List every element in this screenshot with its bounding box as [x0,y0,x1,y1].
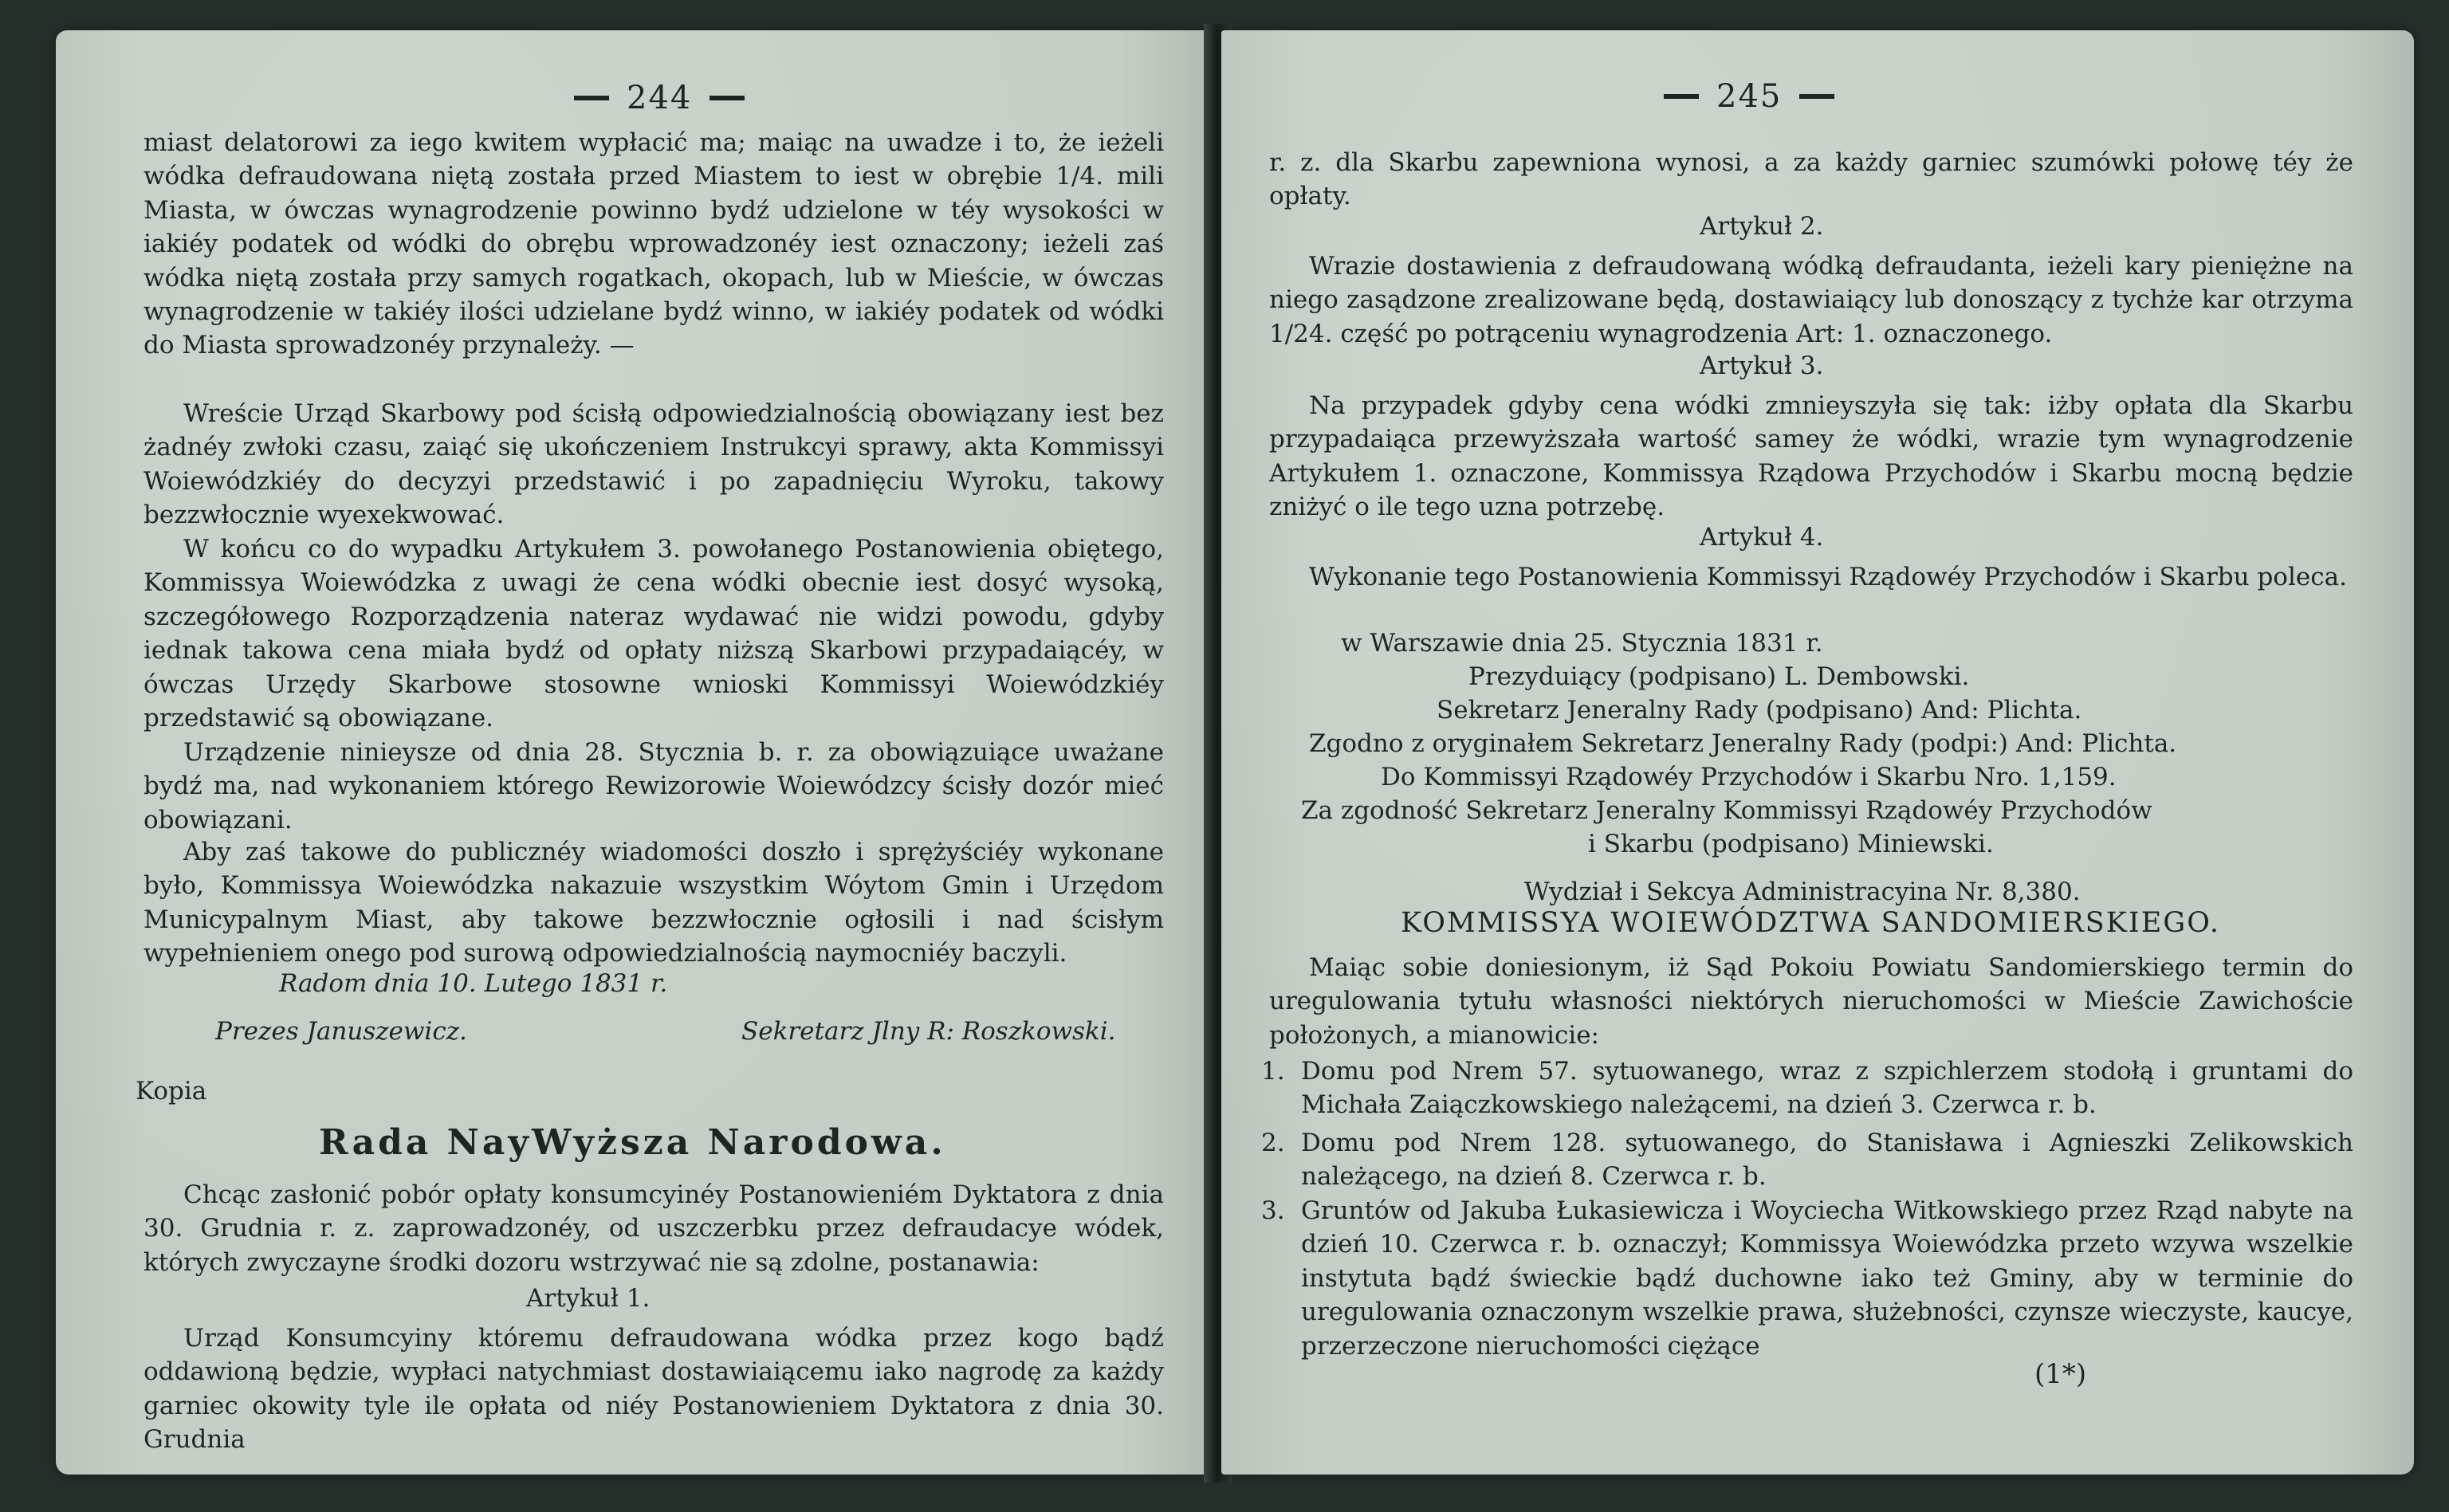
za-zgodnosc-line-2: i Skarbu (podpisano) Miniewski. [1588,830,1994,858]
list-text: Domu pod Nrem 128. sytuowanego, do Stanisława i Agnieszki Zelikowskich należącego, na dzień 8. Czerwca r. b. [1301,1129,2353,1192]
president-line: Prezyduiący (podpisano) L. Dembowski. [1468,662,1970,691]
dash-left [1664,94,1699,99]
secretary-line: Sekretarz Jeneralny Rady (podpisano) And: Plichta. [1437,696,2082,725]
list-number: 2. [1261,1129,1285,1157]
article-1-text: Urząd Konsumcyiny któremu defraudowana wódka przez kogo bądź oddawioną będzie, wypłaci natychmiast dostawiaiącemu iako nagrodę za każdy garniec okowity tyle ile opłata od niéy Postanowieniem Dyktatora z dnia 30. Grudnia [143,1324,1164,1455]
dash-right [710,96,745,100]
article-3-text: Na przypadek gdyby cena wódki zmnieyszyła się tak: iżby opłata dla Skarbu przypadaiąca przewyższała wartość samey że wódki, wrazie tym wynagrodzenie Artykułem 1. oznaczone, Kommissya Rządowa Przychodów i Skarbu mocną będzie zniżyć o ile tego uzna potrzebę. [1269,391,2353,522]
article-4-heading: Artykuł 4. [1700,523,1824,552]
kommissya-title: KOMMISSYA WOIEWÓDZTWA SANDOMIERSKIEGO. [1401,907,2221,939]
zgodno-line: Zgodno z oryginałem Sekretarz Jeneralny Rady (podpi:) And: Plichta. [1309,729,2177,758]
list-text: Domu pod Nrem 57. sytuowanego, wraz z szpichlerzem stodołą i gruntami do Michała Zaiączkowskiego należącemi, na dzień 3. Czerwca r. b. [1301,1057,2353,1120]
left-page [56,30,1212,1475]
top-text: r. z. dla Skarbu zapewniona wynosi, a za każdy garniec szumówki połowę téy że opłaty. [1269,148,2353,211]
paragraph-3: W końcu co do wypadku Artykułem 3. powołanego Postanowienia obiętego, Kommissya Woiewódzka z uwagi że cena wódki obecnie iest dosyć wysoką, szczegółowego Rozporządzenia nateraz wydawać nie widzi powodu, gdyby iednak takowa cena miała bydź od opłaty niższą Skarbowi przypadaiącéy, w ówczas Urzędy Skarbowe stosowne wnioski Kommissyi Woiewódzkiéy przedstawić są obowiązane. [143,535,1164,733]
article-2-heading: Artykuł 2. [1700,212,1824,241]
article-4-text: Wykonanie tego Postanowienia Kommissyi Rządowéy Przychodów i Skarbu poleca. [1309,563,2347,591]
date-line: w Warszawie dnia 25. Stycznia 1831 r. [1341,629,1823,658]
wydzial-line: Wydział i Sekcya Administracyina Nr. 8,380. [1524,878,2081,906]
intro-paragraph: Chcąc zasłonić pobór opłaty konsumcyinéy Postanowieniém Dyktatora z dnia 30. Grudnia r. z. zaprowadzonéy, od uszczerbku przez defraudacye wódek, których zwyczayne środki dozoru wstrzywać nie są zdolne, postanawia: [143,1180,1164,1277]
article-3-heading: Artykuł 3. [1700,351,1824,380]
do-kommissyi-line: Do Kommissyi Rządowéy Przychodów i Skarbu Nro. 1,159. [1381,763,2117,791]
paragraph-1: miast delatorowi za iego kwitem wypłacić ma; maiąc na uwadze i to, że ieżeli wódka defraudowana niętą została przed Miastem to iest w obrębie 1/4. mili Miasta, w ówczas wynagrodzenie powinno bydź udzielone w téy wysokości w iakiéy podatek od wódki do obrębu wprowadzonéy iest oznaczony; ieżeli zaś wódka niętą została przy samych rogatkach, okopach, lub w Mieście, w ówczas wynagrodzenie w takiéy ilości udzielane bydź winno, w iakiéy podatek od wódki do Miasta sprowadzonéy przynależy. — [143,128,1164,360]
list-text: Gruntów od Jakuba Łukasiewicza i Woyciecha Witkowskiego przez Rząd nabyte na dzień 10. Czerwca r. b. oznaczył; Kommissya Woiewódzka przeto wzywa wszelkie instytuta bądź świeckie bądź duchowne iako też Gminy, aby w terminie do uregulowania oznaczonym wszelkie prawa, służebności, czynsze wieczyste, kaucye, przerzeczone nieruchomości ciężące [1301,1196,2353,1361]
page-number-left [574,80,745,116]
signature-president: Prezes Januszewicz. [215,1017,467,1046]
list-number: 3. [1261,1196,1285,1225]
maiac-paragraph: Maiąc sobie doniesionym, iż Sąd Pokoiu Powiatu Sandomierskiego termin do uregulowania tytułu własności niektórych nieruchomości w Mieście Zawichoście położonych, a mianowicie: [1269,953,2353,1050]
list-item [1261,1126,2353,1194]
signature-secretary: Sekretarz Jlny R: Roszkowski. [741,1017,1116,1046]
paragraph-4: Urządzenie ninieysze od dnia 28. Stycznia b. r. za obowiązuiące uważane bydź ma, nad wykonaniem którego Rewizorowie Woiewódzcy ścisły dozór mieć obowiązani. [143,738,1164,835]
list-item [1261,1054,2353,1122]
paragraph-2: Wreście Urząd Skarbowy pod ścisłą odpowiedzialnością obowiązany iest bez żadnéy zwłoki czasu, zaiąć się ukończeniem Instrukcyi sprawy, akta Kommissyi Woiewódzkiéy do decyzyi przedstawić i po zapadnięciu Wyroku, takowy bezzwłocznie wyexekwować. [143,399,1164,530]
dash-right [1799,94,1834,99]
right-page [1221,30,2414,1475]
list-item [1261,1194,2353,1363]
page-number-right [1664,78,1834,115]
kopia-label: Kopia [136,1077,207,1106]
signature-mark: (1*) [2034,1358,2087,1390]
article-1-heading: Artykuł 1. [526,1284,651,1313]
page-number-text: 244 [627,80,693,116]
dateline: Radom dnia 10. Lutego 1831 r. [279,969,668,998]
za-zgodnosc-line: Za zgodność Sekretarz Jeneralny Kommissyi Rządowéy Przychodów [1301,796,2152,825]
article-2-text: Wrazie dostawienia z defraudowaną wódką defraudanta, ieżeli kary pieniężne na niego zasądzone zrealizowane będą, dostawiaiący lub donoszący z tychże kar otrzyma 1/24. część po potrąceniu wynagrodzenia Art: 1. oznaczonego. [1269,252,2353,348]
dash-left [574,96,609,100]
page-number-text: 245 [1716,78,1783,115]
rada-title: Rada NayWyższa Narodowa. [319,1122,946,1163]
paragraph-5: Aby zaś takowe do publicznéy wiadomości doszło i sprężyściéy wykonane było, Kommissya Woiewódzka nakazuie wszystkim Wóytom Gmin i Urzędom Municypalnym Miast, aby takowe bezzwłocznie ogłosili i nad ścisłym wypełnieniem onego pod surową odpowiedzialnością naymocniéy baczyli. [143,838,1164,968]
list-number: 1. [1261,1057,1285,1086]
